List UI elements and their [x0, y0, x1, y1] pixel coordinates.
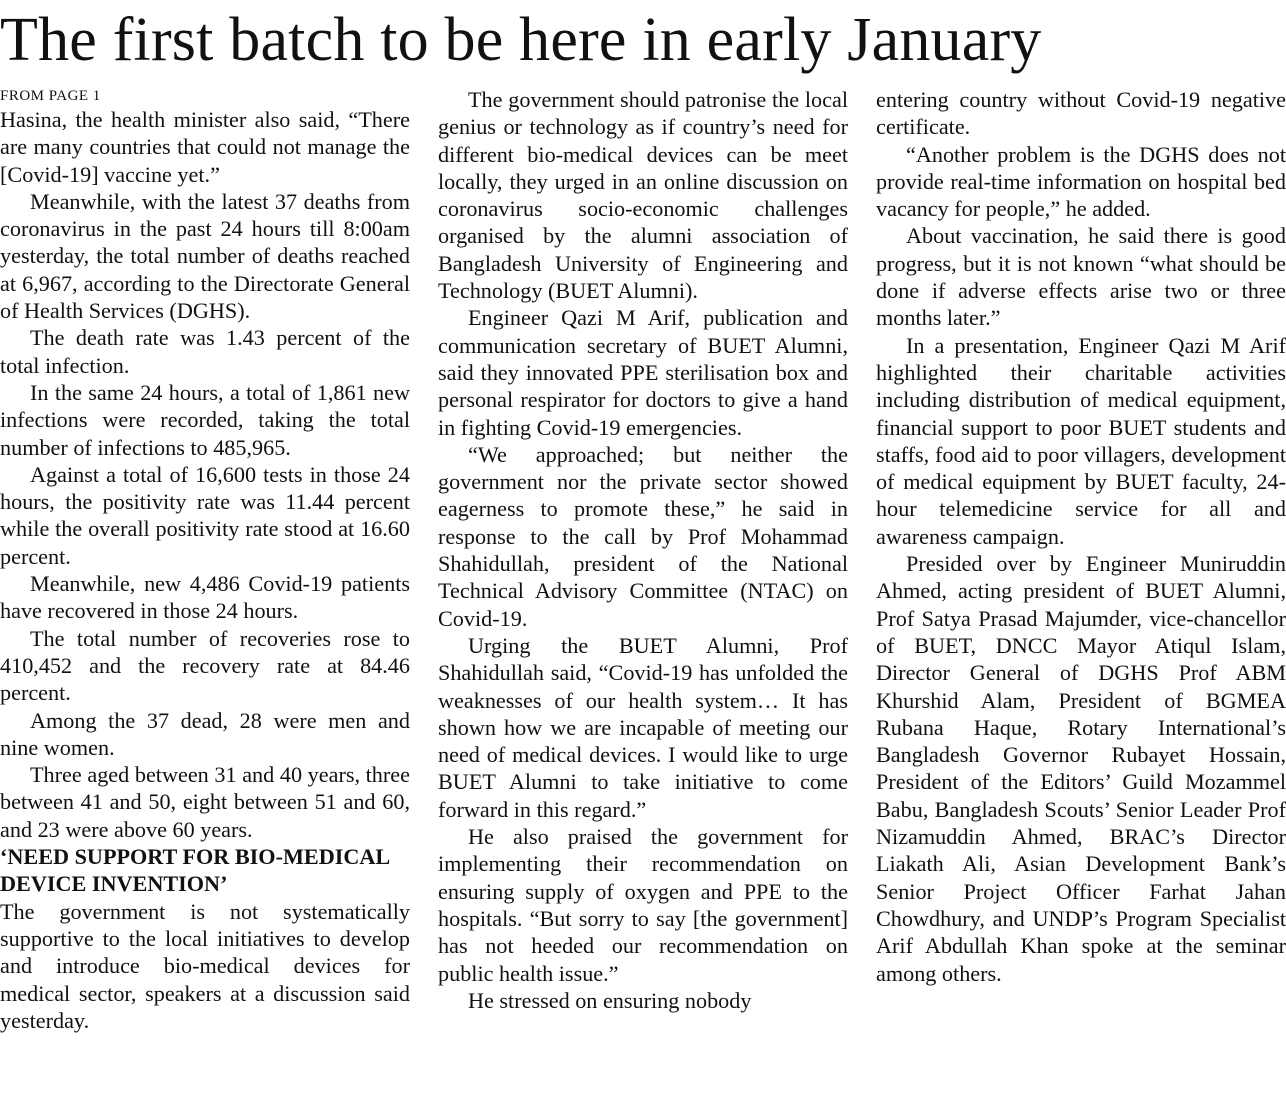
paragraph-continuation: entering country without Covid-19 negative certificate.	[876, 87, 1286, 140]
paragraph: The death rate was 1.43 percent of the total infection.	[0, 325, 410, 378]
paragraph: Engineer Qazi M Arif, publication and communication secretary of BUET Alumni, said they innovated PPE sterilisation box and personal respirator for doctors to give a hand in fighting Covid-19 emergencies.	[438, 305, 848, 440]
paragraph: Meanwhile, new 4,486 Covid-19 patients have recovered in those 24 hours.	[0, 571, 410, 624]
article-column-3	[876, 86, 1286, 1116]
paragraph: Among the 37 dead, 28 were men and nine women.	[0, 707, 410, 760]
paragraph: Against a total of 16,600 tests in those 24 hours, the positivity rate was 11.44 percent while the overall positivity rate stood at 16.60 percent.	[0, 461, 410, 569]
paragraph: The government should patronise the local genius or technology as if country’s need for different bio-medical devices can be meet locally, they urged in an online discussion on coronavirus socio-economic challenges organised by the alumni association of Bangladesh University of Engineering and Technology (BUET Alumni).	[438, 87, 848, 304]
article-column-2	[438, 86, 848, 1116]
paragraph: Hasina, the health minister also said, “There are many countries that could not manage the [Covid-19] vaccine yet.”	[0, 107, 410, 187]
paragraph: He also praised the government for implementing their recommendation on ensuring supply of oxygen and PPE to the hospitals. “But sorry to say [the government] has not heeded our recommendation on public health issue.”	[438, 824, 848, 986]
paragraph: About vaccination, he said there is good progress, but it is not known “what should be done if adverse effects arise two or three months later.”	[876, 223, 1286, 331]
jump-line: FROM PAGE 1	[0, 88, 101, 104]
paragraph: In the same 24 hours, a total of 1,861 new infections were recorded, taking the total number of infections to 485,965.	[0, 379, 410, 460]
article-column-1	[0, 86, 410, 1116]
paragraph: Meanwhile, with the latest 37 deaths from coronavirus in the past 24 hours till 8:00am yesterday, the total number of deaths reached at 6,967, according to the Directorate General of Health Services (DGHS).	[0, 188, 410, 324]
paragraph: He stressed on ensuring nobody	[468, 987, 752, 1013]
paragraph: “Another problem is the DGHS does not provide real-time information on hospital bed vacancy for people,” he added.	[876, 141, 1286, 222]
paragraph: The total number of recoveries rose to 410,452 and the recovery rate at 84.46 percent.	[0, 625, 410, 706]
subheading: ‘NEED SUPPORT FOR BIO-MEDICAL DEVICE INVENTION’	[0, 844, 389, 897]
paragraph: Three aged between 31 and 40 years, three between 41 and 50, eight between 51 and 60, and 23 were above 60 years.	[0, 762, 410, 842]
paragraph: The government is not systematically supportive to the local initiatives to develop and introduce bio-medical devices for medical sector, speakers at a discussion said yesterday.	[0, 898, 410, 1033]
paragraph: Presided over by Engineer Muniruddin Ahmed, acting president of BUET Alumni, Prof Satya Prasad Majumder, vice-chancellor of BUET, DNCC Mayor Atiqul Islam, Director General of DGHS Prof ABM Khurshid Alam, President of BGMEA Rubana Haque, Rotary International’s Bangladesh Governor Rubayet Hossain, President of the Editors’ Guild Mozammel Babu, Bangladesh Scouts’ Senior Leader Prof Nizamuddin Ahmed, BRAC’s Director Liakath Ali, Asian Development Bank’s Senior Project Officer Farhat Jahan Chowdhury, and UNDP’s Program Specialist Arif Abdullah Khan spoke at the seminar among others.	[876, 551, 1286, 986]
paragraph: Urging the BUET Alumni, Prof Shahidullah said, “Covid-19 has unfolded the weaknesses of our health system… It has shown how we are incapable of meeting our need of medical devices. I would like to urge BUET Alumni to take initiative to come forward in this regard.”	[438, 632, 848, 822]
paragraph: “We approached; but neither the government nor the private sector showed eagerness to promote these,” he said in response to the call by Prof Mohammad Shahidullah, president of the National Technical Advisory Committee (NTAC) on Covid-19.	[438, 441, 848, 631]
headline: The first batch to be here in early January	[0, 6, 1042, 74]
paragraph: In a presentation, Engineer Qazi M Arif highlighted their charitable activities including distribution of medical equipment, financial support to poor BUET students and staffs, food aid to poor villagers, development of medical equipment by BUET faculty, 24-hour telemedicine service for all and awareness campaign.	[876, 332, 1286, 549]
